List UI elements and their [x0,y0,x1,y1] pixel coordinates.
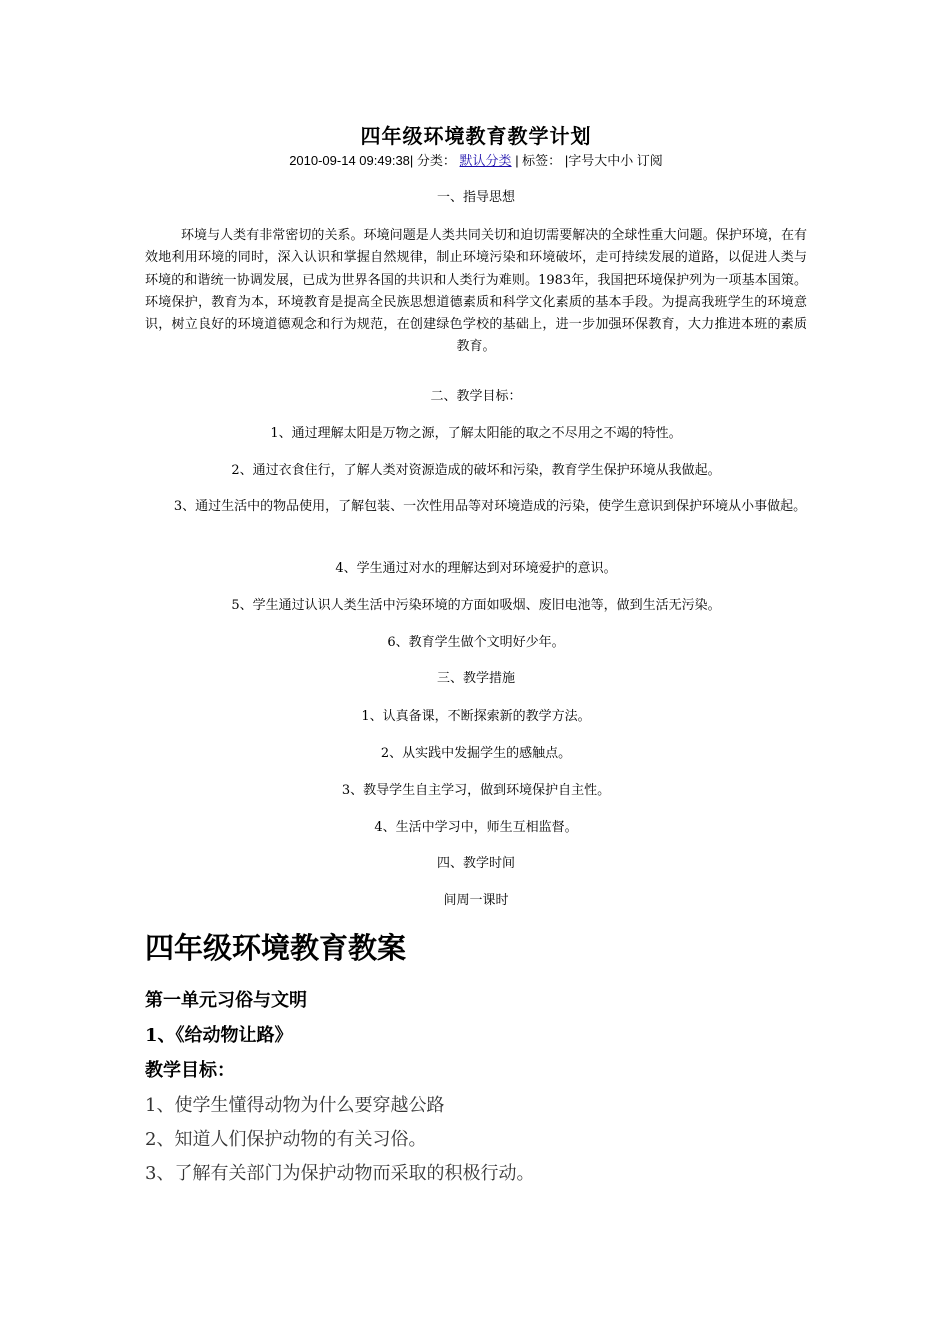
measure-item: 4、生活中学习中，师生互相监督。 [374,820,578,835]
goals-heading: 教学目标： [145,1060,235,1081]
tags-label: | 标签： [515,153,562,168]
goal-item: 1、通过理解太阳是万物之源，了解太阳能的取之不尽用之不竭的特性。 [270,426,682,441]
lesson-plan-title: 四年级环境教育教案 [145,931,407,965]
section-heading-teaching-measures: 三、教学措施 [436,671,515,686]
goal-item: 2、通过衣食住行，了解人类对资源造成的破坏和污染，教育学生保护环境从我做起。 [231,463,721,478]
lesson-goal-item: 1、使学生懂得动物为什么要穿越公路 [145,1095,445,1116]
goal-item: 3、通过生活中的物品使用，了解包装、一次性用品等对环境造成的污染，使学生意识到保护环境从小事做起。 [173,499,807,514]
font-size-and-subscribe: |字号大中小 订阅 [564,153,663,168]
document-title: 四年级环境教育教学计划 [360,124,592,148]
section-heading-teaching-time: 四、教学时间 [436,856,515,871]
measure-item: 3、教导学生自主学习，做到环境保护自主性。 [341,783,611,798]
post-meta [145,152,807,170]
category-label: 分类： [416,153,456,168]
lesson-goal-item: 3、了解有关部门为保护动物而采取的积极行动。 [145,1163,535,1184]
teaching-time-text: 间周一课时 [443,893,509,908]
goal-item: 6、教育学生做个文明好少年。 [387,635,565,650]
measure-item: 1、认真备课，不断探索新的教学方法。 [361,709,591,724]
goal-item: 4、学生通过对水的理解达到对环境爱护的意识。 [335,561,617,576]
measure-item: 2、从实践中发掘学生的感触点。 [380,746,572,761]
section-heading-guiding-thought: 一、指导思想 [436,190,515,205]
lesson-goal-item: 2、知道人们保护动物的有关习俗。 [145,1129,427,1150]
guiding-thought-paragraph: 环境与人类有非常密切的关系。环境问题是人类共同关切和迫切需要解决的全球性重大问题。保护环境，在有效地利用环境的同时，深入认识和掌握自然规律，制止环境污染和环境破坏，走可持续发展的道路，以促进人类与环境的和谐统一协调发展，已成为世界各国的共识和人类行为难则。1983年，我国把环境保护列为一项基本国策。环境保护，教育为本，环境教育是提高全民族思想道德素质和科学文化素质的基本手段。为提高我班学生的环境意识，树立良好的环境道德观念和行为规范，在创建绿色学校的基础上，进一步加强环保教育，大力推进本班的素质教育。 [145,228,807,355]
section-heading-teaching-goals: 二、教学目标： [430,389,522,404]
unit-title: 第一单元习俗与文明 [145,990,307,1011]
goal-item: 5、学生通过认识人类生活中污染环境的方面如吸烟、废旧电池等，做到生活无污染。 [231,598,721,613]
category-link[interactable]: 默认分类 [459,153,512,168]
lesson-title: 1、《给动物让路》 [145,1025,293,1046]
post-datetime: 2010-09-14 09:49:38| [289,153,414,168]
